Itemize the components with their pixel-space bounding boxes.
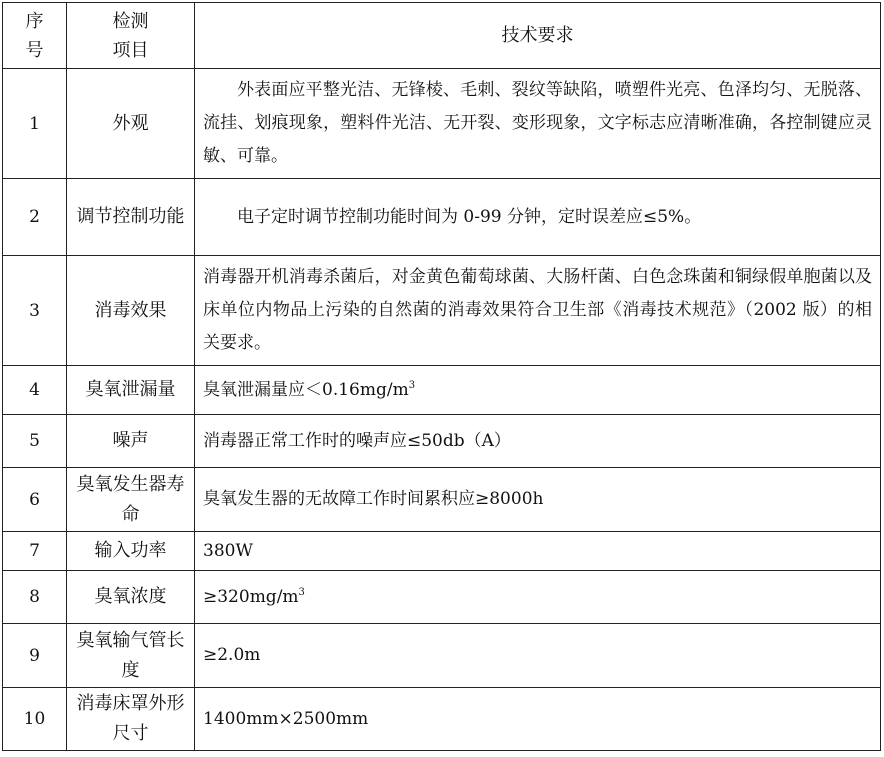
table-row xyxy=(3,468,881,532)
row-req: 消毒器正常工作时的噪声应≤50db（A） xyxy=(195,415,881,468)
table-row xyxy=(3,624,881,688)
table-row xyxy=(3,256,881,366)
row-req: 1400mm×2500mm xyxy=(195,688,881,751)
row-no: 7 xyxy=(3,532,67,571)
row-item: 消毒效果 xyxy=(67,256,195,366)
row-item: 噪声 xyxy=(67,415,195,468)
row-req: 消毒器开机消毒杀菌后，对金黄色葡萄球菌、大肠杆菌、白色念珠菌和铜绿假单胞菌以及床单位内物品上污染的自然菌的消毒效果符合卫生部《消毒技术规范》（2002 版）的相关要求。 xyxy=(203,267,872,353)
row-no: 10 xyxy=(3,688,67,751)
row-req: ≥2.0m xyxy=(195,624,881,688)
row-no: 1 xyxy=(3,69,67,179)
table-row xyxy=(3,69,881,179)
row-req: 380W xyxy=(195,532,881,571)
row-req: 外表面应平整光洁、无锋棱、毛刺、裂纹等缺陷，喷塑件光亮、色泽均匀、无脱落、流挂、划痕现象，塑料件光洁、无开裂、变形现象，文字标志应清晰准确，各控制键应灵敏、可靠。 xyxy=(203,80,872,166)
table-row xyxy=(3,179,881,256)
row-req: 臭氧发生器的无故障工作时间累积应≥8000h xyxy=(195,468,881,532)
row-req: 臭氧泄漏量应＜0.16mg/m xyxy=(203,379,409,400)
row-item: 调节控制功能 xyxy=(76,206,185,227)
row-no: 9 xyxy=(3,624,67,688)
row-item: 消毒床罩外形尺寸 xyxy=(76,693,185,744)
spec-table xyxy=(2,2,881,751)
row-req: ≥320mg/m xyxy=(203,586,299,607)
table-row xyxy=(3,415,881,468)
table-row xyxy=(3,571,881,624)
row-no: 3 xyxy=(3,256,67,366)
row-item: 输入功率 xyxy=(67,532,195,571)
row-item: 臭氧浓度 xyxy=(67,571,195,624)
table-row xyxy=(3,366,881,415)
header-no: 序号 xyxy=(3,3,67,69)
row-no: 4 xyxy=(3,366,67,415)
row-item: 外观 xyxy=(67,69,195,179)
superscript: 3 xyxy=(298,586,305,598)
row-no: 6 xyxy=(3,468,67,532)
row-item: 臭氧输气管长度 xyxy=(76,629,185,681)
table-header-row xyxy=(3,3,881,69)
row-no: 8 xyxy=(3,571,67,624)
table-row xyxy=(3,532,881,571)
row-req: 电子定时调节控制功能时间为 0-99 分钟，定时误差应≤5%。 xyxy=(237,206,702,227)
header-req: 技术要求 xyxy=(195,3,881,69)
row-item: 臭氧泄漏量 xyxy=(67,366,195,415)
row-item: 臭氧发生器寿命 xyxy=(76,473,185,525)
row-no: 5 xyxy=(3,415,67,468)
superscript: 3 xyxy=(408,379,416,391)
row-no: 2 xyxy=(3,179,67,256)
table-row xyxy=(3,688,881,751)
header-item: 检测项目 xyxy=(67,3,195,69)
